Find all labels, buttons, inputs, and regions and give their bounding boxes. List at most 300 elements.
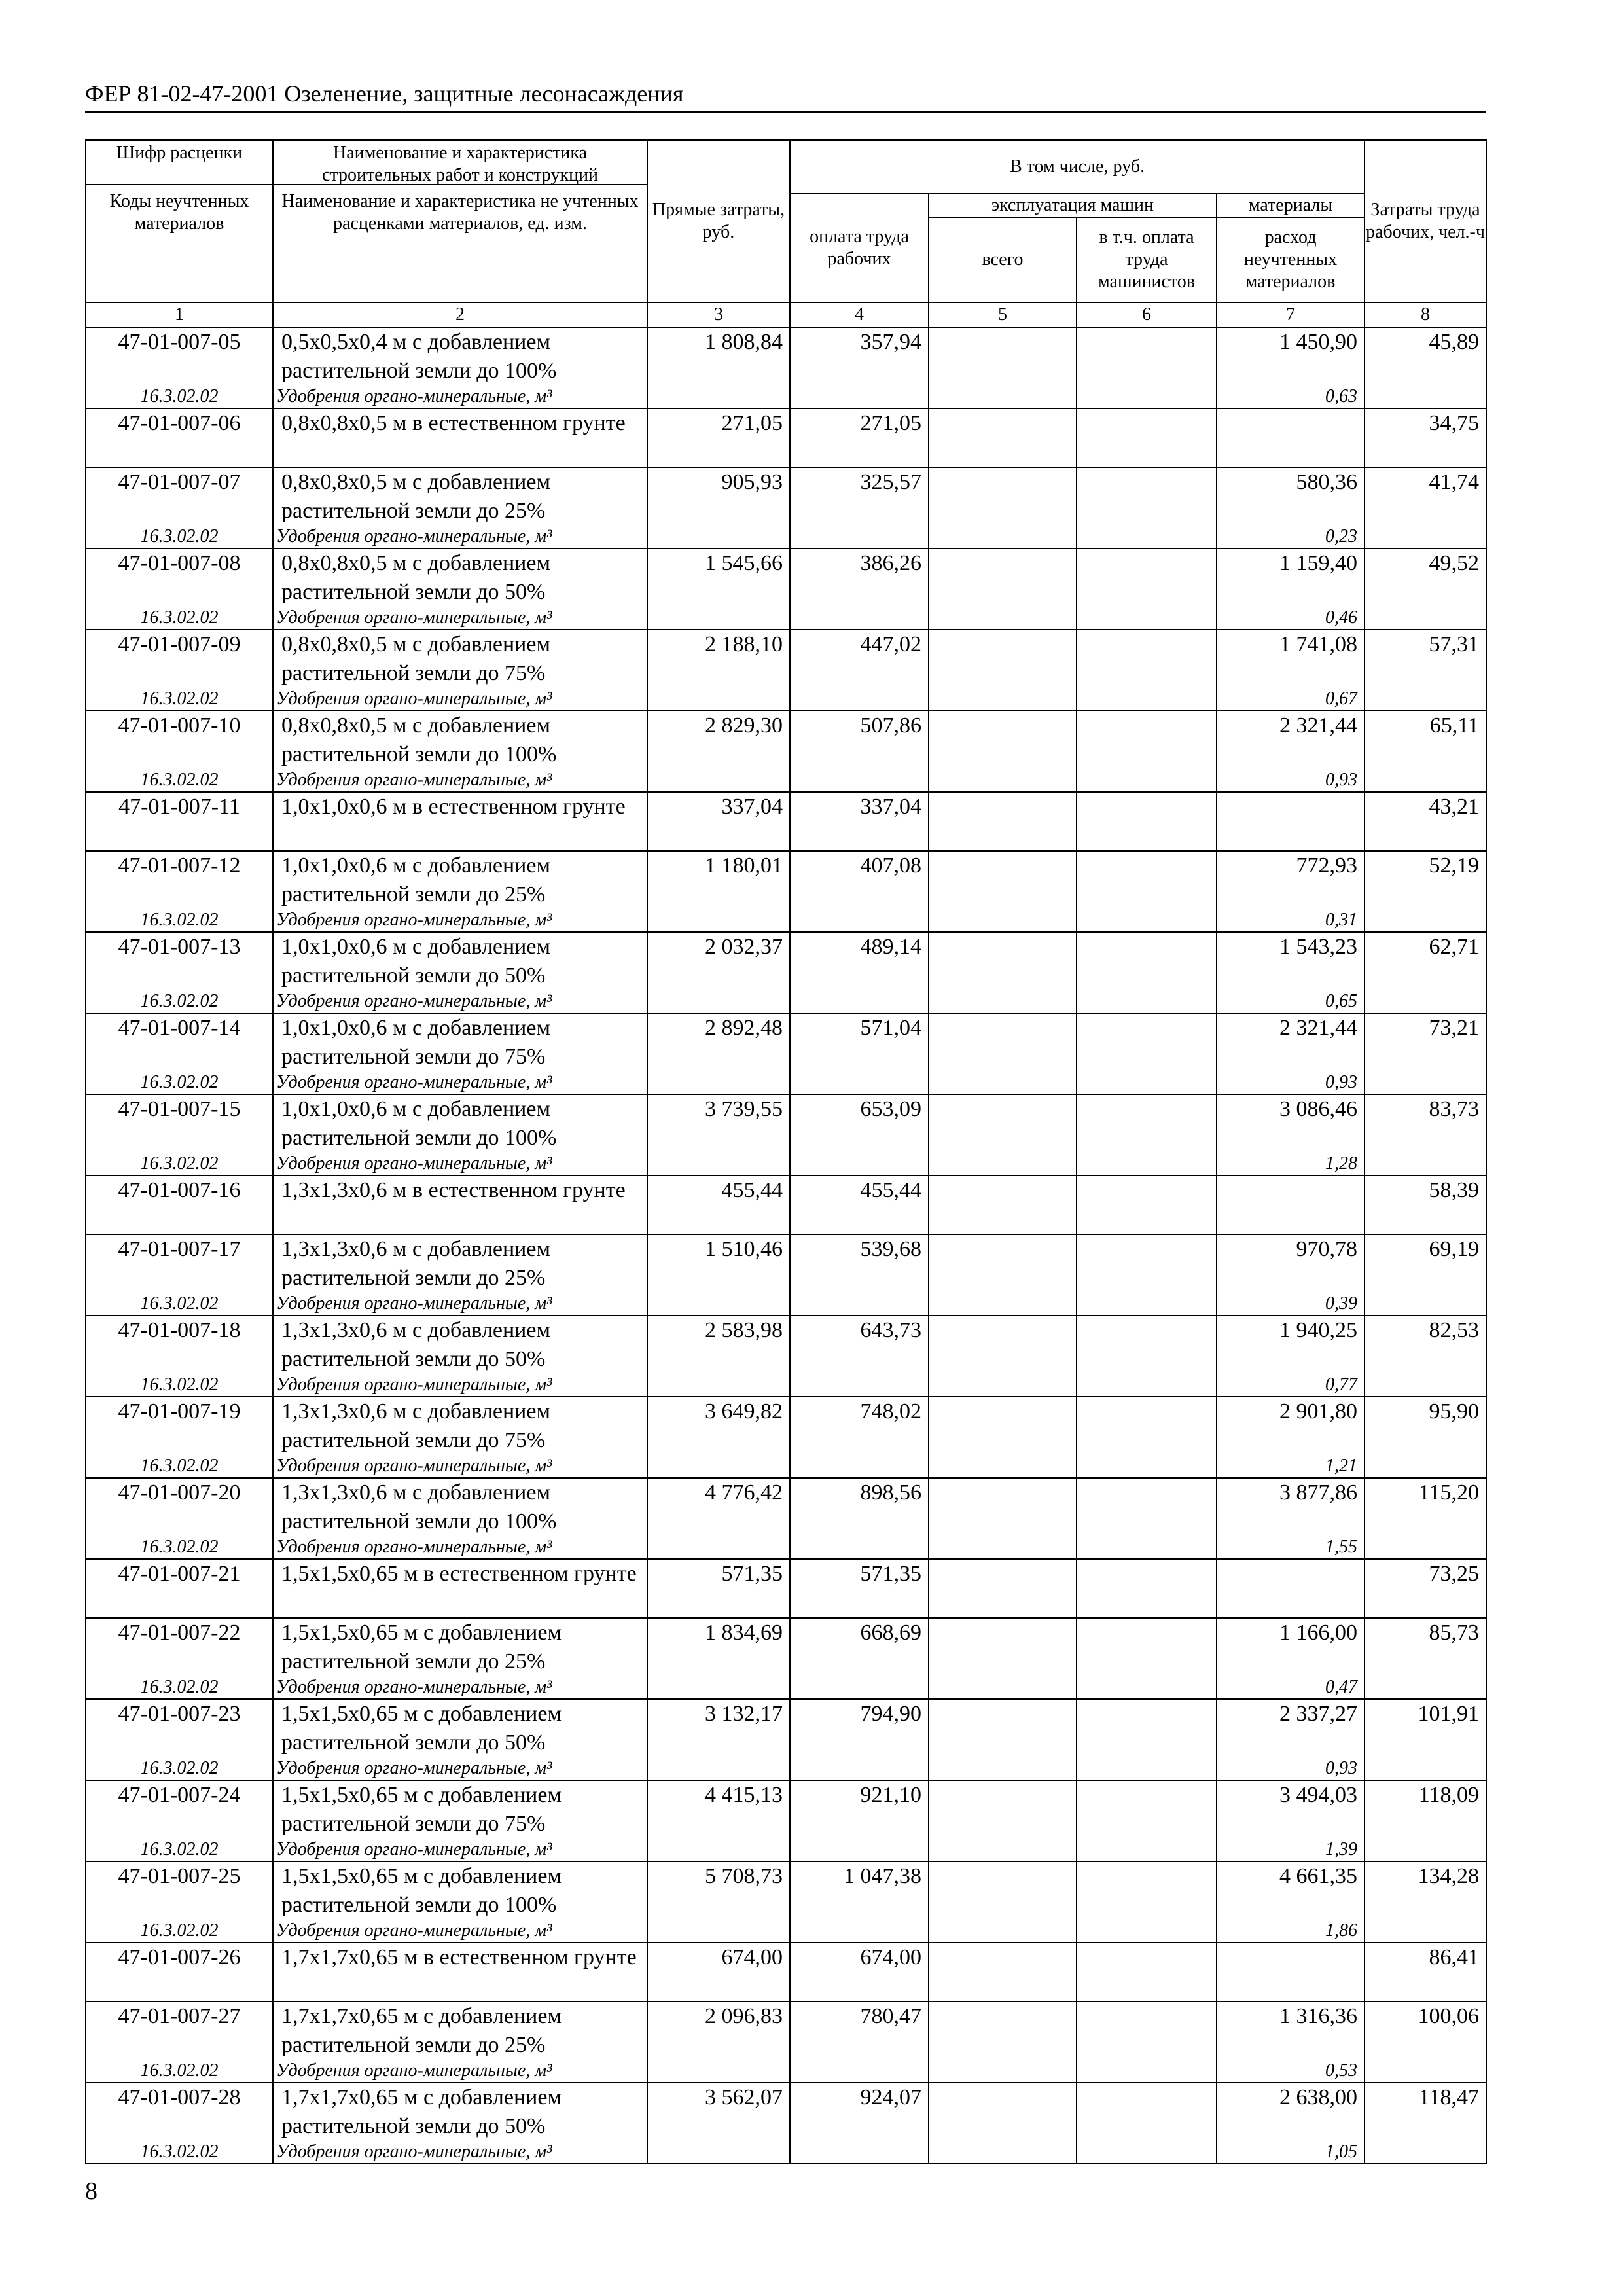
empty-cell	[1077, 1676, 1217, 1699]
rate-code: 47-01-007-25	[86, 1861, 273, 1920]
direct-costs: 2 892,48	[647, 1013, 790, 1071]
material-code: 16.3.02.02	[86, 909, 273, 932]
empty-cell	[647, 607, 790, 630]
machines-total	[929, 1618, 1077, 1676]
materials	[1217, 792, 1364, 851]
direct-costs: 1 180,01	[647, 851, 790, 909]
material-row	[86, 526, 1486, 548]
wages: 539,68	[790, 1234, 929, 1293]
labor-costs: 118,09	[1364, 1780, 1486, 1839]
labor-costs: 69,19	[1364, 1234, 1486, 1293]
wages: 924,07	[790, 2083, 929, 2141]
rate-code: 47-01-007-12	[86, 851, 273, 909]
empty-cell	[1364, 1920, 1486, 1943]
direct-costs: 2 032,37	[647, 932, 790, 990]
materials: 1 543,23	[1217, 932, 1364, 990]
empty-cell	[790, 1071, 929, 1094]
machines-total	[929, 1943, 1077, 2001]
empty-cell	[790, 909, 929, 932]
empty-cell	[790, 386, 929, 408]
empty-cell	[790, 1676, 929, 1699]
work-name: 1,7х1,7х0,65 м в естественном грунте	[273, 1943, 647, 2001]
header-materials-consumption: расход неучтенных материалов	[1217, 217, 1364, 302]
labor-costs: 86,41	[1364, 1943, 1486, 2001]
material-row	[86, 1757, 1486, 1780]
empty-cell	[1077, 1071, 1217, 1094]
machines-total	[929, 1478, 1077, 1536]
table-row	[86, 2001, 1486, 2060]
machines-total	[929, 711, 1077, 769]
work-name: 1,3х1,3х0,6 м с добавлением растительной земли до 25%	[273, 1234, 647, 1293]
empty-cell	[1364, 607, 1486, 630]
rate-code: 47-01-007-10	[86, 711, 273, 769]
material-quantity: 1,21	[1217, 1455, 1364, 1478]
column-number: 8	[1364, 302, 1486, 327]
table-row	[86, 2083, 1486, 2141]
materials: 3 494,03	[1217, 1780, 1364, 1839]
work-name: 1,5х1,5х0,65 м с добавлением растительной земли до 50%	[273, 1699, 647, 1757]
work-name: 0,5х0,5х0,4 м с добавлением растительной земли до 100%	[273, 327, 647, 386]
material-row	[86, 1536, 1486, 1559]
empty-cell	[1364, 1455, 1486, 1478]
header-wages: оплата труда рабочих	[790, 194, 929, 302]
rate-code: 47-01-007-19	[86, 1397, 273, 1455]
column-numbers-row	[86, 302, 1486, 327]
table-row	[86, 630, 1486, 688]
direct-costs: 271,05	[647, 408, 790, 467]
machines-wages	[1077, 711, 1217, 769]
rate-code: 47-01-007-09	[86, 630, 273, 688]
table-row	[86, 1699, 1486, 1757]
empty-cell	[1077, 2060, 1217, 2083]
empty-cell	[790, 526, 929, 548]
empty-cell	[790, 607, 929, 630]
material-name: Удобрения органо-минеральные, м³	[273, 1757, 647, 1780]
empty-cell	[929, 2060, 1077, 2083]
header-including: В том числе, руб.	[790, 140, 1364, 194]
wages: 921,10	[790, 1780, 929, 1839]
empty-cell	[929, 1536, 1077, 1559]
rate-code: 47-01-007-28	[86, 2083, 273, 2141]
materials: 1 316,36	[1217, 2001, 1364, 2060]
empty-cell	[1364, 1374, 1486, 1397]
wages: 507,86	[790, 711, 929, 769]
material-code: 16.3.02.02	[86, 769, 273, 792]
machines-wages	[1077, 851, 1217, 909]
material-row	[86, 990, 1486, 1013]
material-quantity: 0,63	[1217, 386, 1364, 408]
wages: 337,04	[790, 792, 929, 851]
material-name: Удобрения органо-минеральные, м³	[273, 526, 647, 548]
material-quantity: 1,05	[1217, 2141, 1364, 2164]
labor-costs: 82,53	[1364, 1316, 1486, 1374]
empty-cell	[929, 386, 1077, 408]
wages: 357,94	[790, 327, 929, 386]
table-row	[86, 1316, 1486, 1374]
work-name: 0,8х0,8х0,5 м с добавлением растительной земли до 25%	[273, 467, 647, 526]
empty-cell	[1364, 1153, 1486, 1175]
labor-costs: 85,73	[1364, 1618, 1486, 1676]
material-code: 16.3.02.02	[86, 688, 273, 711]
table-row	[86, 792, 1486, 851]
table-row	[86, 408, 1486, 467]
material-row	[86, 2141, 1486, 2164]
material-row	[86, 1455, 1486, 1478]
empty-cell	[790, 688, 929, 711]
machines-wages	[1077, 630, 1217, 688]
empty-cell	[647, 1536, 790, 1559]
work-name: 1,0х1,0х0,6 м с добавлением растительной земли до 50%	[273, 932, 647, 990]
material-row	[86, 1676, 1486, 1699]
material-name: Удобрения органо-минеральные, м³	[273, 1071, 647, 1094]
materials: 2 321,44	[1217, 711, 1364, 769]
empty-cell	[647, 688, 790, 711]
header-code-top: Шифр расценки	[86, 141, 272, 185]
direct-costs: 1 510,46	[647, 1234, 790, 1293]
empty-cell	[647, 1455, 790, 1478]
empty-cell	[1077, 688, 1217, 711]
wages: 455,44	[790, 1175, 929, 1234]
empty-cell	[1364, 688, 1486, 711]
material-quantity: 0,93	[1217, 1757, 1364, 1780]
machines-total	[929, 467, 1077, 526]
machines-total	[929, 851, 1077, 909]
empty-cell	[647, 1293, 790, 1316]
machines-total	[929, 2001, 1077, 2060]
rate-code: 47-01-007-13	[86, 932, 273, 990]
empty-cell	[790, 990, 929, 1013]
machines-wages	[1077, 1175, 1217, 1234]
machines-total	[929, 630, 1077, 688]
wages: 748,02	[790, 1397, 929, 1455]
wages: 674,00	[790, 1943, 929, 2001]
material-row	[86, 1071, 1486, 1094]
materials: 772,93	[1217, 851, 1364, 909]
empty-cell	[929, 1153, 1077, 1175]
machines-wages	[1077, 1699, 1217, 1757]
rate-code: 47-01-007-08	[86, 548, 273, 607]
direct-costs: 1 834,69	[647, 1618, 790, 1676]
machines-total	[929, 1699, 1077, 1757]
rate-code: 47-01-007-07	[86, 467, 273, 526]
material-code: 16.3.02.02	[86, 1757, 273, 1780]
machines-total	[929, 1175, 1077, 1234]
empty-cell	[1364, 1536, 1486, 1559]
direct-costs: 1 808,84	[647, 327, 790, 386]
materials: 2 638,00	[1217, 2083, 1364, 2141]
material-code: 16.3.02.02	[86, 1153, 273, 1175]
material-code: 16.3.02.02	[86, 607, 273, 630]
materials: 2 321,44	[1217, 1013, 1364, 1071]
material-row	[86, 769, 1486, 792]
direct-costs: 3 132,17	[647, 1699, 790, 1757]
material-name: Удобрения органо-минеральные, м³	[273, 1920, 647, 1943]
column-number: 5	[929, 302, 1077, 327]
material-name: Удобрения органо-минеральные, м³	[273, 1374, 647, 1397]
header-code	[86, 140, 273, 302]
material-quantity: 1,86	[1217, 1920, 1364, 1943]
material-code: 16.3.02.02	[86, 990, 273, 1013]
material-name: Удобрения органо-минеральные, м³	[273, 386, 647, 408]
materials: 1 940,25	[1217, 1316, 1364, 1374]
direct-costs: 905,93	[647, 467, 790, 526]
empty-cell	[1364, 2141, 1486, 2164]
column-number: 7	[1217, 302, 1364, 327]
material-code: 16.3.02.02	[86, 1071, 273, 1094]
empty-cell	[1077, 1293, 1217, 1316]
empty-cell	[929, 607, 1077, 630]
labor-costs: 83,73	[1364, 1094, 1486, 1153]
table-row	[86, 327, 1486, 386]
table-row	[86, 1013, 1486, 1071]
material-name: Удобрения органо-минеральные, м³	[273, 1839, 647, 1861]
material-row	[86, 1153, 1486, 1175]
empty-cell	[790, 1455, 929, 1478]
work-name: 0,8х0,8х0,5 м с добавлением растительной земли до 75%	[273, 630, 647, 688]
empty-cell	[1364, 1839, 1486, 1861]
empty-cell	[790, 2141, 929, 2164]
material-name: Удобрения органо-минеральные, м³	[273, 2141, 647, 2164]
empty-cell	[790, 1757, 929, 1780]
header-name-bottom: Наименование и характеристика не учтенных расценками материалов, ед. изм.	[281, 191, 639, 234]
empty-cell	[1077, 607, 1217, 630]
rates-table	[85, 139, 1487, 2164]
work-name: 1,0х1,0х0,6 м в естественном грунте	[273, 792, 647, 851]
materials: 1 450,90	[1217, 327, 1364, 386]
empty-cell	[1364, 1757, 1486, 1780]
header-direct-costs: Прямые затраты, руб.	[647, 140, 790, 302]
wages: 447,02	[790, 630, 929, 688]
wages: 653,09	[790, 1094, 929, 1153]
material-row	[86, 1374, 1486, 1397]
work-name: 0,8х0,8х0,5 м с добавлением растительной земли до 100%	[273, 711, 647, 769]
material-quantity: 0,93	[1217, 769, 1364, 792]
empty-cell	[929, 1455, 1077, 1478]
rate-code: 47-01-007-17	[86, 1234, 273, 1293]
material-quantity: 1,55	[1217, 1536, 1364, 1559]
header-machines: эксплуатация машин	[929, 194, 1217, 217]
direct-costs: 337,04	[647, 792, 790, 851]
empty-cell	[790, 1293, 929, 1316]
wages: 898,56	[790, 1478, 929, 1536]
empty-cell	[929, 2141, 1077, 2164]
empty-cell	[790, 2060, 929, 2083]
machines-wages	[1077, 1780, 1217, 1839]
material-name: Удобрения органо-минеральные, м³	[273, 1536, 647, 1559]
direct-costs: 2 583,98	[647, 1316, 790, 1374]
materials	[1217, 1175, 1364, 1234]
empty-cell	[647, 990, 790, 1013]
machines-wages	[1077, 327, 1217, 386]
direct-costs: 4 776,42	[647, 1478, 790, 1536]
material-name: Удобрения органо-минеральные, м³	[273, 1153, 647, 1175]
empty-cell	[647, 386, 790, 408]
rate-code: 47-01-007-23	[86, 1699, 273, 1757]
materials: 3 877,86	[1217, 1478, 1364, 1536]
work-name: 1,7х1,7х0,65 м с добавлением растительной земли до 25%	[273, 2001, 647, 2060]
labor-costs: 62,71	[1364, 932, 1486, 990]
empty-cell	[1077, 1536, 1217, 1559]
empty-cell	[647, 2060, 790, 2083]
rate-code: 47-01-007-21	[86, 1559, 273, 1618]
labor-costs: 101,91	[1364, 1699, 1486, 1757]
direct-costs: 571,35	[647, 1559, 790, 1618]
machines-total	[929, 1234, 1077, 1293]
wages: 1 047,38	[790, 1861, 929, 1920]
labor-costs: 73,21	[1364, 1013, 1486, 1071]
empty-cell	[1364, 526, 1486, 548]
table-row	[86, 851, 1486, 909]
empty-cell	[1364, 1293, 1486, 1316]
empty-cell	[929, 1757, 1077, 1780]
rate-code: 47-01-007-14	[86, 1013, 273, 1071]
work-name: 1,7х1,7х0,65 м с добавлением растительной земли до 50%	[273, 2083, 647, 2141]
machines-wages	[1077, 792, 1217, 851]
labor-costs: 100,06	[1364, 2001, 1486, 2060]
empty-cell	[929, 990, 1077, 1013]
empty-cell	[790, 1153, 929, 1175]
material-name: Удобрения органо-минеральные, м³	[273, 1676, 647, 1699]
material-quantity: 0,39	[1217, 1293, 1364, 1316]
labor-costs: 45,89	[1364, 327, 1486, 386]
empty-cell	[647, 1757, 790, 1780]
machines-wages	[1077, 2001, 1217, 2060]
wages: 489,14	[790, 932, 929, 990]
machines-wages	[1077, 408, 1217, 467]
material-quantity: 0,67	[1217, 688, 1364, 711]
direct-costs: 2 096,83	[647, 2001, 790, 2060]
materials: 2 901,80	[1217, 1397, 1364, 1455]
materials: 970,78	[1217, 1234, 1364, 1293]
rate-code: 47-01-007-26	[86, 1943, 273, 2001]
direct-costs: 5 708,73	[647, 1861, 790, 1920]
empty-cell	[647, 1153, 790, 1175]
empty-cell	[1077, 1455, 1217, 1478]
empty-cell	[790, 1920, 929, 1943]
material-quantity: 1,39	[1217, 1839, 1364, 1861]
material-quantity: 0,46	[1217, 607, 1364, 630]
material-quantity: 1,28	[1217, 1153, 1364, 1175]
empty-cell	[1077, 909, 1217, 932]
material-name: Удобрения органо-минеральные, м³	[273, 688, 647, 711]
header-name-top: Наименование и характеристика строительных работ и конструкций	[274, 141, 647, 185]
empty-cell	[929, 1071, 1077, 1094]
header-labor-costs: Затраты труда рабочих, чел.-ч	[1364, 140, 1486, 302]
header-machines-total: всего	[929, 217, 1077, 302]
material-name: Удобрения органо-минеральные, м³	[273, 607, 647, 630]
table-row	[86, 1618, 1486, 1676]
wages: 794,90	[790, 1699, 929, 1757]
empty-cell	[647, 909, 790, 932]
machines-total	[929, 932, 1077, 990]
machines-wages	[1077, 467, 1217, 526]
labor-costs: 43,21	[1364, 792, 1486, 851]
empty-cell	[1077, 1839, 1217, 1861]
table-row	[86, 1094, 1486, 1153]
rate-code: 47-01-007-05	[86, 327, 273, 386]
material-name: Удобрения органо-минеральные, м³	[273, 2060, 647, 2083]
table-row	[86, 1943, 1486, 2001]
work-name: 1,5х1,5х0,65 м с добавлением растительной земли до 25%	[273, 1618, 647, 1676]
machines-total	[929, 1316, 1077, 1374]
column-number: 4	[790, 302, 929, 327]
machines-wages	[1077, 2083, 1217, 2141]
table-row	[86, 1861, 1486, 1920]
work-name: 0,8х0,8х0,5 м с добавлением растительной земли до 50%	[273, 548, 647, 607]
empty-cell	[929, 1920, 1077, 1943]
wages: 571,35	[790, 1559, 929, 1618]
machines-total	[929, 1780, 1077, 1839]
empty-cell	[1364, 386, 1486, 408]
rate-code: 47-01-007-22	[86, 1618, 273, 1676]
rate-code: 47-01-007-24	[86, 1780, 273, 1839]
table-row	[86, 932, 1486, 990]
materials	[1217, 408, 1364, 467]
machines-wages	[1077, 548, 1217, 607]
empty-cell	[1364, 1071, 1486, 1094]
table-row	[86, 1234, 1486, 1293]
table-row	[86, 467, 1486, 526]
work-name: 1,3х1,3х0,6 м с добавлением растительной земли до 75%	[273, 1397, 647, 1455]
empty-cell	[647, 769, 790, 792]
labor-costs: 73,25	[1364, 1559, 1486, 1618]
empty-cell	[790, 1536, 929, 1559]
empty-cell	[929, 688, 1077, 711]
wages: 668,69	[790, 1618, 929, 1676]
labor-costs: 95,90	[1364, 1397, 1486, 1455]
material-code: 16.3.02.02	[86, 1839, 273, 1861]
header-code-bottom: Коды неучтенных материалов	[109, 191, 249, 234]
material-row	[86, 1293, 1486, 1316]
empty-cell	[1077, 1920, 1217, 1943]
material-code: 16.3.02.02	[86, 1293, 273, 1316]
materials	[1217, 1559, 1364, 1618]
labor-costs: 115,20	[1364, 1478, 1486, 1536]
wages: 271,05	[790, 408, 929, 467]
machines-total	[929, 1013, 1077, 1071]
empty-cell	[1077, 769, 1217, 792]
material-name: Удобрения органо-минеральные, м³	[273, 1455, 647, 1478]
machines-total	[929, 792, 1077, 851]
empty-cell	[1077, 1153, 1217, 1175]
material-row	[86, 386, 1486, 408]
machines-wages	[1077, 1559, 1217, 1618]
material-code: 16.3.02.02	[86, 1676, 273, 1699]
empty-cell	[1364, 990, 1486, 1013]
wages: 407,08	[790, 851, 929, 909]
material-name: Удобрения органо-минеральные, м³	[273, 1293, 647, 1316]
empty-cell	[647, 1839, 790, 1861]
wages: 643,73	[790, 1316, 929, 1374]
rate-code: 47-01-007-16	[86, 1175, 273, 1234]
machines-total	[929, 1397, 1077, 1455]
work-name: 1,5х1,5х0,65 м с добавлением растительной земли до 75%	[273, 1780, 647, 1839]
machines-total	[929, 548, 1077, 607]
material-code: 16.3.02.02	[86, 386, 273, 408]
material-row	[86, 1839, 1486, 1861]
material-row	[86, 909, 1486, 932]
empty-cell	[790, 1374, 929, 1397]
labor-costs: 134,28	[1364, 1861, 1486, 1920]
wages: 571,04	[790, 1013, 929, 1071]
machines-wages	[1077, 1397, 1217, 1455]
material-quantity: 0,93	[1217, 1071, 1364, 1094]
direct-costs: 1 545,66	[647, 548, 790, 607]
rate-code: 47-01-007-15	[86, 1094, 273, 1153]
machines-total	[929, 1094, 1077, 1153]
column-number: 3	[647, 302, 790, 327]
header-machines-wages: в т.ч. оплата труда машинистов	[1077, 217, 1217, 302]
